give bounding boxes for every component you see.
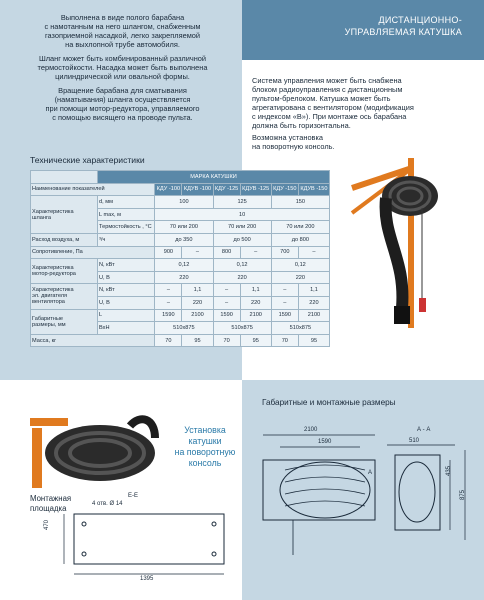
dim-875: 875 (460, 489, 466, 500)
dim-2100: 2100 (304, 427, 318, 433)
brand-header: МАРКА КАТУШКИ (98, 171, 330, 184)
table-cell (31, 171, 98, 184)
mount-label: Монтажная площадка (30, 494, 72, 513)
page-title: ДИСТАНЦИОННО- УПРАВЛЯЕМАЯ КАТУШКА (344, 15, 462, 37)
dims-drawing (255, 420, 480, 595)
specs-table: МАРКА КАТУШКИ Наименование показателей КДУ -100 КДУВ -100 КДУ -125 КДУВ -125 КДУ -150 КДУВ -150 Характеристика шланга d, мм 100 125 150 L max, м 10 Термостойкость , °С 70 или 200 70 или 200 70 или 200 Расход воздуха, м ³/ч до 350 до 500 до 800 Сопротивление, Па 900 – 800 – 700 – Характеристика мотор-редуктора N, кВт 0,12 0,12 0,12 U, В 220 220 220 Характеристика эл. двигателя вентилятора N, кВт – 1,1 – 1,1 – 1,1 U, В – 220 – 220 – 220 Габаритные размеры, мм L 1590 2100 1590 2100 1590 2100 ВхН 510х875 510х875 510х875 Масса, кг 70 95 70 95 70 95 (30, 170, 330, 347)
holes-label: 4 отв. Ø 14 (92, 501, 123, 507)
reel-console-illustration (342, 158, 472, 343)
cut-mark-a: А (368, 470, 373, 476)
reel-install-illustration (30, 408, 165, 488)
dim-510: 510 (409, 438, 420, 444)
height-dim: 470 (44, 519, 50, 530)
mounting-plate-drawing (24, 486, 242, 586)
intro-text: Выполнена в виде полого барабана с намотанным на него шлангом, снабженным газоприемной насадкой, легко закрепляемой на выхлопной трубе автомобиля. Шланг может быть комбинированный различной термостойкости. Насадка может быть выполнена цилиндрической или овальной формы. Вращение барабана для сматывания (наматывания) шланга осуществляется при помощи мотор-редуктора, управляемого с помощью висящего на проводе пульта. (37, 13, 208, 122)
control-text: Система управления может быть снабжена блоком радиоуправления с дистанционным пультом-брелоком. Катушка может быть агрегатирована с вентилятором (модификация с индексом «В»). При монтаже ось барабана должна быть горизонтальна. Возможна установка на поворотную консоль. (252, 76, 414, 151)
dim-435: 435 (446, 465, 452, 476)
width-dim: 1395 (140, 576, 154, 582)
dims-title: Габаритные и монтажные размеры (262, 398, 396, 407)
section-label: Е-Е (128, 493, 139, 499)
specs-title: Технические характеристики (30, 155, 145, 165)
console-bracket (30, 418, 68, 426)
install-label: Установка катушки на поворотную консоль (174, 425, 236, 468)
dim-1590: 1590 (318, 439, 332, 445)
section-a: А - А (417, 427, 431, 433)
